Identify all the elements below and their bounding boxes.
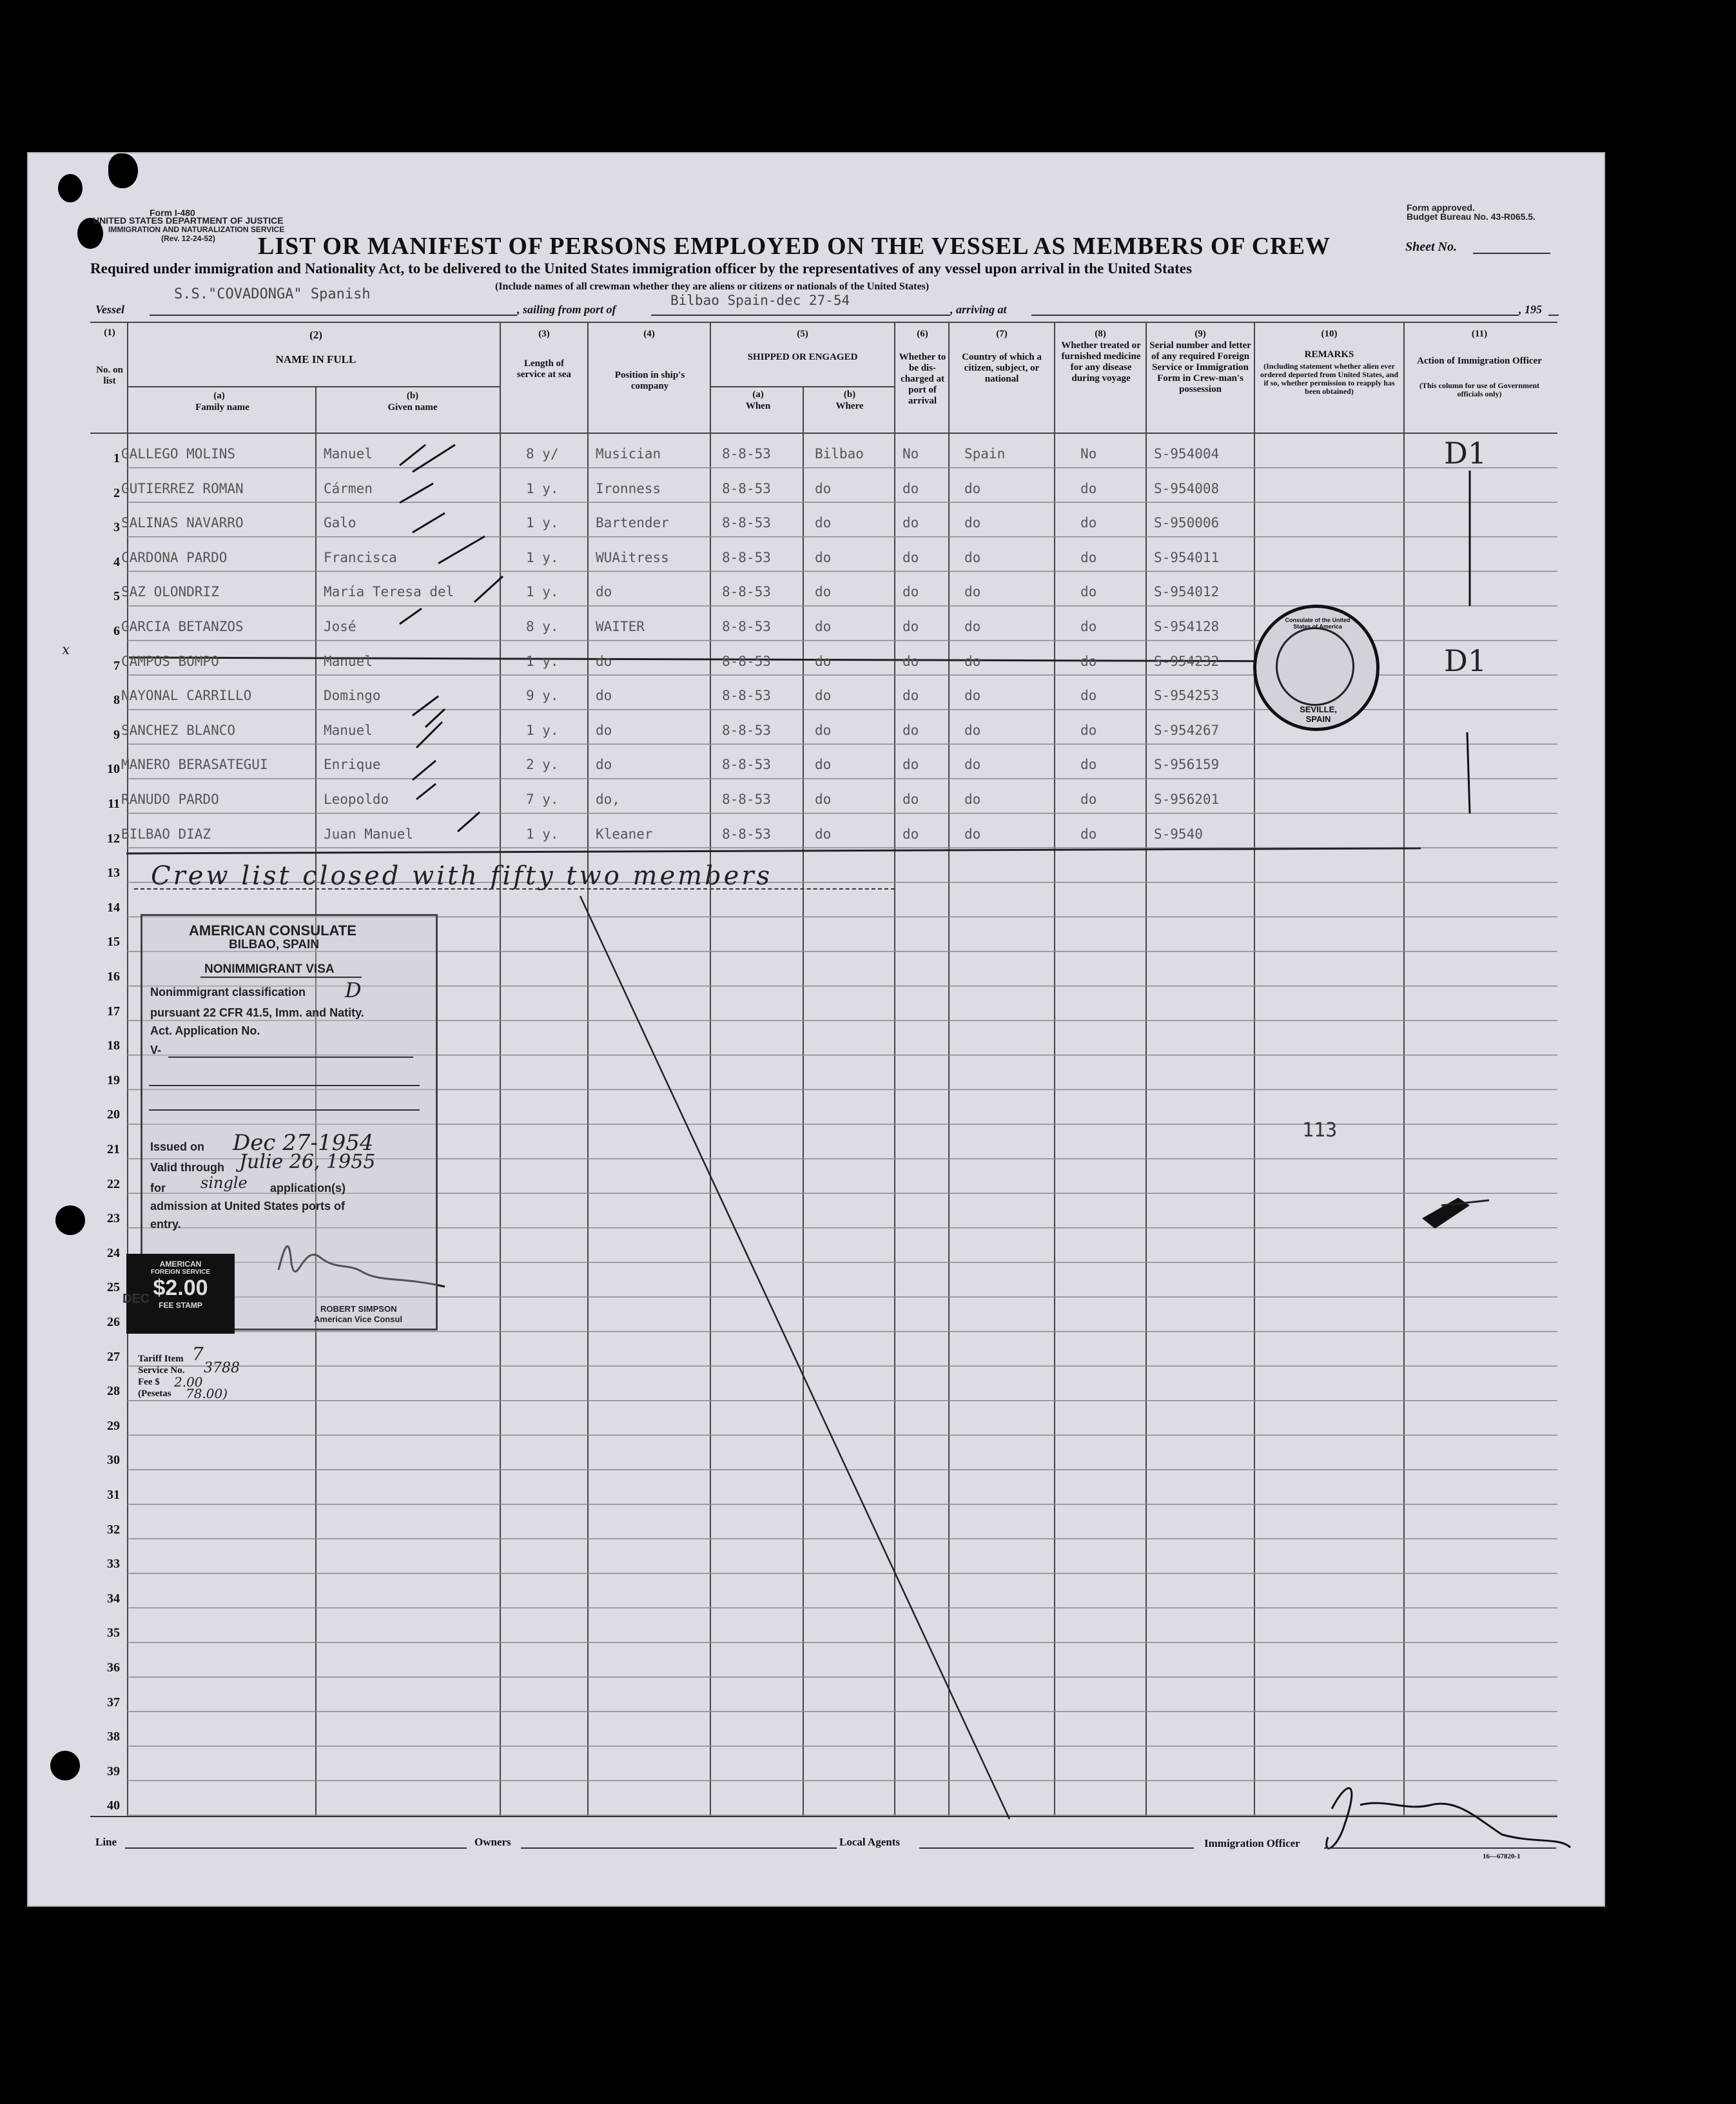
position-cell: do <box>596 722 612 738</box>
col8-head: Whether treated or furnished medicine for any disease during voyage <box>1061 340 1141 384</box>
shipped-where-cell: do <box>815 653 832 669</box>
check-marks <box>400 445 503 832</box>
discharged-cell: do <box>902 792 919 807</box>
row-number: 8 <box>113 693 120 708</box>
pesetas-value: 78.00) <box>186 1386 228 1401</box>
footer-agents: Local Agents <box>839 1836 900 1848</box>
stamp-valid-value: Julie 26, 1955 <box>239 1151 376 1173</box>
stamp-classification: Nonimmigrant classification <box>150 986 306 998</box>
col5-head: SHIPPED OR ENGAGED <box>747 352 858 362</box>
position-cell: Bartender <box>596 515 669 531</box>
given-name-cell: Manuel <box>324 722 373 738</box>
col4-head: Position in ship's company <box>614 370 685 391</box>
family-name-cell: GARCIA BETANZOS <box>121 619 244 634</box>
country-cell: do <box>964 549 981 565</box>
shipped-when-cell: 8-8-53 <box>722 757 771 773</box>
col10-head: REMARKS <box>1304 349 1354 360</box>
shipped-when-cell: 8-8-53 <box>722 515 771 531</box>
country-cell: do <box>964 584 981 600</box>
col7-num: (7) <box>996 329 1008 339</box>
row-number: 11 <box>108 797 120 811</box>
discharged-cell: do <box>902 549 919 565</box>
given-name-cell: Manuel <box>324 446 373 462</box>
footer-owners-field <box>521 1847 837 1849</box>
stamp-valid: Valid through <box>150 1161 224 1174</box>
col1-head: No. on list <box>96 365 123 386</box>
position-cell: WAITER <box>596 619 645 634</box>
family-name-cell: GUTIERREZ ROMAN <box>121 480 244 496</box>
length-cell: 1 y. <box>526 826 559 842</box>
shipped-where-cell: do <box>815 722 832 738</box>
serial-cell: S-950006 <box>1154 515 1220 531</box>
treated-cell: do <box>1080 515 1097 531</box>
col11-head: Action of Immigration Officer <box>1417 356 1542 366</box>
country-cell: do <box>964 515 981 531</box>
serial-cell: S-954004 <box>1154 446 1220 462</box>
discharged-cell: do <box>902 619 919 634</box>
action-cell: D1 <box>1444 643 1487 678</box>
country-cell: do <box>964 480 981 496</box>
row-number: 18 <box>107 1038 120 1053</box>
given-name-cell: Leopoldo <box>324 792 389 807</box>
col8-num: (8) <box>1095 329 1106 339</box>
length-cell: 1 y. <box>526 480 559 496</box>
length-cell: 1 y. <box>526 584 559 600</box>
length-cell: 1 y. <box>526 549 559 565</box>
sailing-label: , sailing from port of <box>517 303 616 316</box>
fee-label: Fee $ <box>138 1377 160 1387</box>
country-cell: do <box>964 653 981 669</box>
row-number: 38 <box>107 1729 120 1744</box>
fee-stamp-line1: AMERICAN <box>159 1260 202 1269</box>
given-name-cell: José <box>324 619 356 634</box>
shipped-where-cell: Bilbao <box>815 446 864 462</box>
col11-note: (This column for use of Government officials only) <box>1419 381 1540 398</box>
fee-stamp-label: FEE STAMP <box>159 1301 202 1310</box>
length-cell: 1 y. <box>526 722 559 738</box>
col5a-num: (a) <box>752 389 764 400</box>
vessel-label: Vessel <box>95 303 124 316</box>
row-number: 25 <box>107 1280 120 1295</box>
family-name-cell: BILBAO DIAZ <box>121 826 211 842</box>
shipped-where-cell: do <box>815 549 832 565</box>
family-name-cell: SAZ OLONDRIZ <box>121 584 219 600</box>
row-number: 40 <box>107 1798 120 1813</box>
family-name-cell: SANCHEZ BLANCO <box>121 722 236 738</box>
col1-num: (1) <box>104 327 115 338</box>
family-name-cell: NAYONAL CARRILLO <box>121 688 252 704</box>
given-name-cell: Juan Manuel <box>324 826 414 842</box>
treated-cell: do <box>1080 480 1097 496</box>
country-cell: do <box>964 722 981 738</box>
sailing-value: Bilbao Spain-dec 27-54 <box>670 293 850 308</box>
service-no-value: 3788 <box>204 1360 240 1376</box>
action-marks <box>1467 471 1470 813</box>
shipped-when-cell: 8-8-53 <box>722 549 771 565</box>
department: UNITED STATES DEPARTMENT OF JUSTICE <box>93 215 284 226</box>
col3-num: (3) <box>538 329 550 339</box>
col2a-num: (a) <box>213 391 225 401</box>
row-number: 9 <box>113 727 120 742</box>
footer-line: Line <box>95 1836 117 1848</box>
row-number: 32 <box>107 1522 120 1537</box>
row-number: 34 <box>107 1591 120 1606</box>
stamp-consulate: AMERICAN CONSULATE <box>189 922 356 939</box>
row-number: 15 <box>107 935 120 950</box>
shipped-where-cell: do <box>815 480 832 496</box>
row-number: 28 <box>107 1384 120 1399</box>
row-number: 30 <box>107 1453 120 1468</box>
row-number: 39 <box>107 1764 120 1778</box>
col7-head: Country of which a citizen, subject, or national <box>962 352 1042 384</box>
consulate-seal <box>1253 605 1380 731</box>
row-number: 13 <box>107 866 120 881</box>
discharged-cell: do <box>902 826 919 842</box>
row-number: 2 <box>113 485 120 500</box>
serial-cell: S-954011 <box>1154 549 1220 565</box>
serial-cell: S-956201 <box>1154 792 1220 807</box>
row-number: 26 <box>107 1315 120 1329</box>
shipped-when-cell: 8-8-53 <box>722 619 771 634</box>
tariff-value: 7 <box>192 1343 204 1365</box>
footer-owners: Owners <box>474 1836 511 1848</box>
cancel-line <box>580 896 1009 1819</box>
col5b-num: (b) <box>843 389 856 400</box>
given-name-cell: Galo <box>324 515 356 531</box>
length-cell: 1 y. <box>526 653 559 669</box>
footer-officer: Immigration Officer <box>1204 1837 1300 1849</box>
row-number: 14 <box>107 900 120 915</box>
year-label: , 195 <box>1519 303 1542 316</box>
row-number: 27 <box>107 1349 120 1364</box>
country-cell: do <box>964 757 981 773</box>
stamp-visa: NONIMMIGRANT VISA <box>204 962 335 976</box>
form-title: LIST OR MANIFEST OF PERSONS EMPLOYED ON THE VESSEL AS MEMBERS OF CREW <box>258 233 1331 260</box>
position-cell: do <box>596 757 612 773</box>
discharged-cell: do <box>902 584 919 600</box>
pesetas-label: (Pesetas <box>138 1388 171 1399</box>
seal-city: SEVILLE, SPAIN <box>1300 705 1337 724</box>
treated-cell: do <box>1080 792 1097 807</box>
form-note: (Include names of all crewman whether they are aliens or citizens or nationals of the United States) <box>495 281 930 292</box>
treated-cell: do <box>1080 722 1097 738</box>
row-number: 12 <box>107 831 120 846</box>
arriving-label: , arriving at <box>950 303 1007 316</box>
row-number: 29 <box>107 1418 120 1433</box>
row-number: 31 <box>107 1488 120 1502</box>
footer-officer-field <box>1324 1847 1556 1849</box>
family-name-cell: CARDONA PARDO <box>121 549 228 565</box>
row-number: 5 <box>113 589 120 604</box>
country-cell: do <box>964 826 981 842</box>
col2-head: NAME IN FULL <box>275 353 356 365</box>
row-number: 33 <box>107 1557 120 1572</box>
shipped-where-cell: do <box>815 757 832 773</box>
stamp-admission: admission at United States ports of <box>150 1200 346 1213</box>
form-approved: Form approved. <box>1407 202 1475 213</box>
discharged-cell: No <box>902 446 919 462</box>
col9-num: (9) <box>1195 329 1206 339</box>
form-code: 16—67820-1 <box>1483 1853 1521 1860</box>
serial-cell: S-954012 <box>1154 584 1220 600</box>
given-name-cell: Francisca <box>324 549 397 565</box>
treated-cell: do <box>1080 688 1097 704</box>
col6-head: Whether to be dis-charged at port of arrival <box>899 352 946 406</box>
col10-num: (10) <box>1321 329 1338 339</box>
fee-stamp-line2: FOREIGN SERVICE <box>150 1269 211 1276</box>
row-number: 24 <box>107 1245 120 1260</box>
action-cell: D1 <box>1444 436 1487 471</box>
service-no-label: Service No. <box>138 1365 185 1376</box>
stamp-city: BILBAO, SPAIN <box>229 938 320 951</box>
vessel-value: S.S."COVADONGA" Spanish <box>174 286 371 302</box>
serial-cell: S-954008 <box>1154 480 1220 496</box>
position-cell: WUAitress <box>596 549 669 565</box>
shipped-where-cell: do <box>815 584 832 600</box>
serial-cell: S-954128 <box>1154 619 1220 634</box>
budget-bureau: Budget Bureau No. 43-R065.5. <box>1407 211 1536 222</box>
position-cell: do, <box>596 792 620 807</box>
given-name-cell: Enrique <box>324 757 381 773</box>
discharged-cell: do <box>902 480 919 496</box>
given-name-cell: Manuel <box>324 653 373 669</box>
row-number: 21 <box>107 1142 120 1156</box>
sheet-no-label: Sheet No. <box>1405 240 1457 254</box>
col3-head: Length of service at sea <box>516 358 572 380</box>
discharged-cell: do <box>902 688 919 704</box>
row-number: 22 <box>107 1176 120 1191</box>
row-number: 37 <box>107 1695 120 1710</box>
col5b-head: Where <box>835 401 864 411</box>
row-number: 1 <box>113 451 120 465</box>
revision: (Rev. 12-24-52) <box>161 234 215 243</box>
family-name-cell: GALLEGO MOLINS <box>121 446 236 462</box>
family-name-cell: SALINAS NAVARRO <box>121 515 244 531</box>
col2-num: (2) <box>309 329 322 341</box>
shipped-when-cell: 8-8-53 <box>722 584 771 600</box>
row-number: 4 <box>113 554 120 569</box>
length-cell: 7 y. <box>526 792 559 807</box>
stamp-issued: Issued on <box>150 1140 205 1153</box>
col10-note: (Including statement whether alien ever ordered deported from United States, and if so, whether permission to reapply has been obtained) <box>1260 362 1399 396</box>
col5-num: (5) <box>797 329 808 339</box>
stamp-classification-value: D <box>345 978 362 1002</box>
stamp-pursuant: pursuant 22 CFR 41.5, Imm. and Natity. <box>150 1006 364 1019</box>
row-number: 17 <box>107 1004 120 1018</box>
stamp-signer: ROBERT SIMPSON <box>320 1304 397 1314</box>
col2a-head: Family name <box>195 402 249 413</box>
row-number: 36 <box>107 1661 120 1675</box>
row-number: 3 <box>113 520 120 535</box>
position-cell: Musician <box>596 446 661 462</box>
stamp-for: for <box>150 1182 166 1194</box>
discharged-cell: do <box>902 722 919 738</box>
row-number: 16 <box>107 969 120 984</box>
given-name-cell: María Teresa del <box>324 584 454 600</box>
treated-cell: do <box>1080 826 1097 842</box>
serial-cell: S-954267 <box>1154 722 1220 738</box>
col4-num: (4) <box>643 329 655 339</box>
treated-cell: do <box>1080 757 1097 773</box>
country-cell: do <box>964 792 981 807</box>
serial-cell: S-956159 <box>1154 757 1220 773</box>
shipped-where-cell: do <box>815 688 832 704</box>
col2b-num: (b) <box>406 391 419 401</box>
footer-agents-field <box>919 1847 1194 1849</box>
form-number: Form I-480 <box>150 208 195 218</box>
serial-cell: S-9540 <box>1154 826 1203 842</box>
shipped-where-cell: do <box>815 619 832 634</box>
fee-value: 2.00 <box>174 1374 203 1390</box>
serial-cell: S-954253 <box>1154 688 1220 704</box>
treated-cell: No <box>1080 446 1097 462</box>
tariff-label: Tariff Item <box>138 1354 184 1364</box>
discharged-cell: do <box>902 757 919 773</box>
shipped-where-cell: do <box>815 826 832 842</box>
stamp-entry: entry. <box>150 1218 181 1231</box>
col5a-head: When <box>745 401 771 411</box>
col6-num: (6) <box>917 329 928 339</box>
position-cell: do <box>596 688 612 704</box>
length-cell: 2 y. <box>526 757 559 773</box>
stamp-v: V- <box>150 1044 162 1057</box>
closing-note: Crew list closed with fifty two members <box>151 861 772 891</box>
treated-cell: do <box>1080 619 1097 634</box>
stamp-issued-value: Dec 27-1954 <box>233 1130 374 1156</box>
remarks-number: 113 <box>1302 1119 1338 1142</box>
family-name-cell: CAMPOS BOMPO <box>121 653 219 669</box>
position-cell: Ironness <box>596 480 661 496</box>
given-name-cell: Cármen <box>324 480 373 496</box>
length-cell: 9 y. <box>526 688 559 704</box>
length-cell: 8 y/ <box>526 446 559 462</box>
position-cell: do <box>596 653 612 669</box>
row-number: 6 <box>113 624 120 638</box>
length-cell: 8 y. <box>526 619 559 634</box>
shipped-where-cell: do <box>815 792 832 807</box>
serial-cell: S-954232 <box>1154 653 1220 669</box>
row-number: 7 <box>113 658 120 673</box>
footer-line-field <box>125 1847 467 1849</box>
shipped-when-cell: 8-8-53 <box>722 792 771 807</box>
stamp-for-value: single <box>200 1174 248 1192</box>
shipped-when-cell: 8-8-53 <box>722 446 771 462</box>
given-name-cell: Domingo <box>324 688 381 704</box>
country-cell: do <box>964 619 981 634</box>
service: IMMIGRATION AND NATURALIZATION SERVICE <box>108 225 285 234</box>
discharged-cell: do <box>902 653 919 669</box>
form-subtitle: Required under immigration and Nationality Act, to be delivered to the United States immigration officer by the representatives of any vessel upon arrival in the United States <box>90 260 1192 277</box>
row-number: 19 <box>107 1073 120 1087</box>
discharged-cell: do <box>902 515 919 531</box>
shipped-when-cell: 8-8-53 <box>722 826 771 842</box>
position-cell: Kleaner <box>596 826 653 842</box>
shipped-when-cell: 8-8-53 <box>722 722 771 738</box>
family-name-cell: MANERO BERASATEGUI <box>121 757 268 773</box>
row-number: 10 <box>107 762 120 777</box>
length-cell: 1 y. <box>526 515 559 531</box>
country-cell: do <box>964 688 981 704</box>
stamp-applications: application(s) <box>270 1182 346 1194</box>
row-number: 23 <box>107 1211 120 1226</box>
position-cell: do <box>596 584 612 600</box>
country-cell: Spain <box>964 446 1006 462</box>
col2b-head: Given name <box>387 402 438 413</box>
stamp-signer-title: American Vice Consul <box>314 1314 403 1324</box>
shipped-when-cell: 8-8-53 <box>722 653 771 669</box>
x-mark: x <box>62 642 70 658</box>
stamp-application: Act. Application No. <box>150 1024 260 1037</box>
closing-note-underline <box>134 888 895 890</box>
closing-rule <box>126 848 1421 853</box>
row-number: 35 <box>107 1626 120 1641</box>
col11-num: (11) <box>1471 329 1488 339</box>
treated-cell: do <box>1080 549 1097 565</box>
row-number: 20 <box>107 1107 120 1122</box>
family-name-cell: RANUDO PARDO <box>121 792 219 807</box>
seal-ring-text: Consulate of the United States of America <box>1285 617 1351 630</box>
col9-head: Serial number and letter of any required Foreign Service or Immigration Form in Crew-man's possession <box>1149 340 1251 394</box>
treated-cell: do <box>1080 584 1097 600</box>
shipped-when-cell: 8-8-53 <box>722 480 771 496</box>
treated-cell: do <box>1080 653 1097 669</box>
fee-date: DEC <box>122 1292 150 1306</box>
shipped-when-cell: 8-8-53 <box>722 688 771 704</box>
fee-stamp-amount: $2.00 <box>153 1276 208 1300</box>
shipped-where-cell: do <box>815 515 832 531</box>
